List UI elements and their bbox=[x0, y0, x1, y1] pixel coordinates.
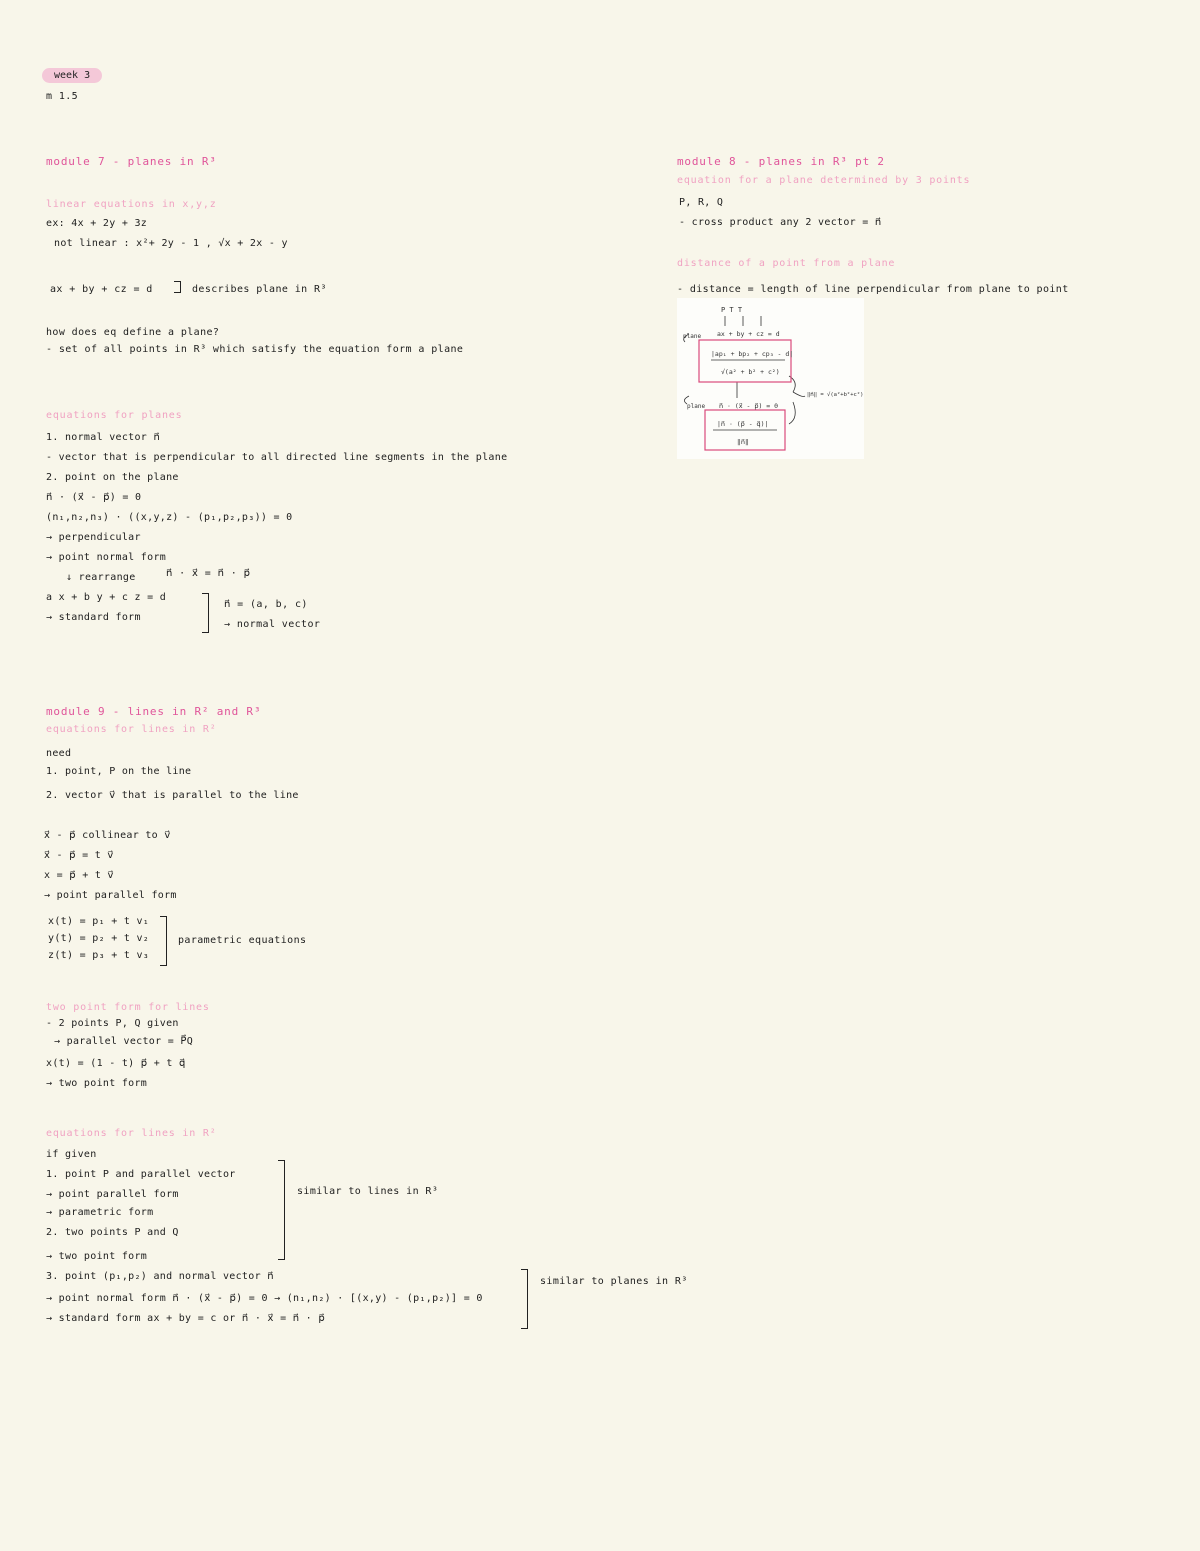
text-line: z(t) = p₃ + t v₃ bbox=[48, 950, 150, 961]
text-line: 3. point (p₁,p₂) and normal vector n⃗ bbox=[46, 1271, 274, 1282]
parametric-note: parametric equations bbox=[178, 935, 307, 946]
text-line: → point parallel form bbox=[44, 890, 177, 901]
text-line: 2. two points P and Q bbox=[46, 1227, 179, 1238]
text-line: → point parallel form bbox=[46, 1189, 179, 1200]
bracket bbox=[160, 916, 167, 966]
distance-def: - distance = length of line perpendicular from plane to point bbox=[677, 284, 1069, 295]
module9-title: module 9 - lines in R² and R³ bbox=[46, 705, 262, 718]
text-line: x⃗ - p⃗ = t v⃗ bbox=[44, 850, 114, 861]
module8-sub-distance: distance of a point from a plane bbox=[677, 258, 896, 269]
text-line: → standard form ax + by = c or n⃗ · x⃗ = n⃗ · p⃗ bbox=[46, 1313, 325, 1324]
similar-lines-note: similar to lines in R³ bbox=[297, 1186, 439, 1197]
text-line: (n₁,n₂,n₃) · ((x,y,z) - (p₁,p₂,p₃)) = 0 bbox=[46, 512, 293, 523]
text-line: not linear : x²+ 2y - 1 , √x + 2x - y bbox=[54, 238, 288, 249]
parametric-list bbox=[48, 913, 149, 964]
bracket bbox=[202, 593, 209, 633]
text-line: x⃗ - p⃗ collinear to v⃗ bbox=[44, 830, 171, 841]
text-line: ↓ rearrange bbox=[66, 572, 136, 583]
plane-equation: ax + by + cz = d bbox=[50, 284, 153, 295]
similar-planes-note: similar to planes in R³ bbox=[540, 1276, 688, 1287]
bracket bbox=[521, 1269, 528, 1329]
text-line: x = p⃗ + t v⃗ bbox=[44, 870, 114, 881]
text-line: x(t) = p₁ + t v₁ bbox=[48, 916, 150, 927]
figure-plane2-label: plane bbox=[687, 403, 706, 410]
module7-sub-planes: equations for planes bbox=[46, 410, 183, 421]
text-line: if given bbox=[46, 1149, 97, 1160]
text-line: → point normal form bbox=[46, 552, 167, 563]
text-line: P, R, Q bbox=[679, 197, 724, 208]
figure-side-note: ‖n⃗‖ = √(a²+b²+c²) bbox=[807, 392, 864, 398]
figure-plane1-eq: ax + by + cz = d bbox=[717, 330, 780, 338]
text-line: a x + b y + c z = d bbox=[46, 592, 167, 603]
figure-box1-denominator: √(a² + b² + c²) bbox=[721, 368, 780, 376]
text-line: need bbox=[46, 748, 72, 759]
text-line: 1. point P and parallel vector bbox=[46, 1169, 236, 1180]
module9-need-list bbox=[46, 744, 299, 806]
normal-vector-label: → normal vector bbox=[224, 619, 321, 630]
module9-sub-r2: equations for lines in R² bbox=[46, 1128, 217, 1139]
distance-figure bbox=[677, 298, 864, 459]
text-line: x(t) = (1 - t) p⃗ + t q⃗ bbox=[46, 1058, 186, 1069]
text-line: 2. point on the plane bbox=[46, 472, 179, 483]
figure-box2-numerator: |n⃗ · (p⃗ - q⃗)| bbox=[717, 420, 769, 428]
text-line: ex: 4x + 2y + 3z bbox=[46, 218, 148, 229]
bracket bbox=[278, 1160, 285, 1260]
figure-box1-numerator: |ap₁ + bp₂ + cp₃ - d| bbox=[711, 350, 794, 358]
module9-sub-two-point: two point form for lines bbox=[46, 1002, 210, 1013]
module8-title: module 8 - planes in R³ pt 2 bbox=[677, 155, 885, 168]
figure-plane2-eq: n⃗ · (x⃗ - p⃗) = 0 bbox=[719, 402, 779, 410]
text-line: n⃗ · (x⃗ - p⃗) = 0 bbox=[46, 492, 142, 503]
text-line: y(t) = p₂ + t v₂ bbox=[48, 933, 150, 944]
plane-equation-note: describes plane in R³ bbox=[192, 284, 327, 295]
date-label: m 1.5 bbox=[46, 91, 79, 102]
question-answer: - set of all points in R³ which satisfy the equation form a plane bbox=[46, 344, 464, 355]
bracket bbox=[174, 281, 181, 293]
text-line: → two point form bbox=[46, 1078, 148, 1089]
figure-box2-denominator: ‖n⃗‖ bbox=[737, 438, 749, 446]
r2-list bbox=[46, 1145, 483, 1329]
question: how does eq define a plane? bbox=[46, 327, 220, 338]
figure-plane1-label: plane bbox=[683, 333, 702, 340]
module7-sub-linear: linear equations in x,y,z bbox=[46, 199, 217, 210]
module7-linear-list bbox=[46, 214, 288, 254]
text-line: → parametric form bbox=[46, 1207, 154, 1218]
text-line: → parallel vector = P⃗Q bbox=[54, 1036, 194, 1047]
text-line: 1. normal vector n⃗ bbox=[46, 432, 161, 443]
module8-list bbox=[679, 193, 882, 233]
module9-sub-lines: equations for lines in R² bbox=[46, 724, 217, 735]
text-line: 1. point, P on the line bbox=[46, 766, 192, 777]
text-line: 2. vector v⃗ that is parallel to the line bbox=[46, 790, 299, 801]
text-line: → standard form bbox=[46, 612, 141, 623]
week-tag: week 3 bbox=[42, 68, 102, 83]
distance-figure-svg bbox=[677, 298, 864, 459]
module7-title: module 7 - planes in R³ bbox=[46, 155, 217, 168]
figure-top-label: P T T bbox=[721, 306, 743, 314]
text-line: → point normal form n⃗ · (x⃗ - p⃗) = 0 → (n₁,n₂) · [(x,y) - (p₁,p₂)] = 0 bbox=[46, 1293, 483, 1304]
module8-sub-three-points: equation for a plane determined by 3 points bbox=[677, 175, 971, 186]
text-line: → two point form bbox=[46, 1251, 148, 1262]
text-line: - cross product any 2 vector = n⃗ bbox=[679, 217, 882, 228]
text-line: - vector that is perpendicular to all directed line segments in the plane bbox=[46, 452, 508, 463]
rearrange-note: n⃗ · x⃗ = n⃗ · p⃗ bbox=[166, 568, 251, 579]
two-point-list bbox=[46, 1014, 193, 1094]
module9-derivation bbox=[44, 826, 177, 906]
text-line: → perpendicular bbox=[46, 532, 141, 543]
text-line: - 2 points P, Q given bbox=[46, 1018, 179, 1029]
normal-vector-def: n⃗ = (a, b, c) bbox=[224, 599, 308, 610]
